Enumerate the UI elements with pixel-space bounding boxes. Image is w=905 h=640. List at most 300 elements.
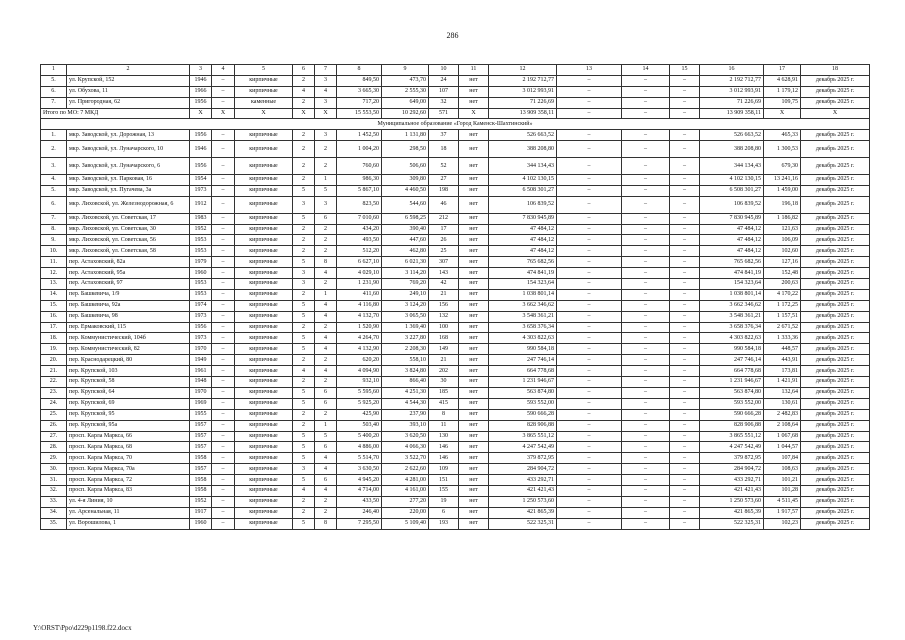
cell-col-13: – bbox=[557, 158, 622, 175]
cell-col-18: декабрь 2025 г. bbox=[801, 75, 870, 86]
cell-col-12: 2 192 712,77 bbox=[489, 75, 557, 86]
cell-col-6: 2 bbox=[293, 322, 315, 333]
cell-col-9: 2 555,30 bbox=[382, 86, 429, 97]
cell-col-18: декабрь 2025 г. bbox=[801, 196, 870, 213]
cell-col-10: 21 bbox=[429, 289, 459, 300]
cell-col-5: кирпичные bbox=[235, 507, 293, 518]
cell-col-10: 168 bbox=[429, 333, 459, 344]
cell-col-2: пер. Башкевича, 1/9 bbox=[67, 289, 190, 300]
cell-col-15: – bbox=[670, 377, 700, 388]
cell-col-8: 986,30 bbox=[337, 175, 382, 186]
cell-col-5: кирпичные bbox=[235, 420, 293, 431]
cell-col-1: 32. bbox=[41, 485, 67, 496]
cell-col-2: пер. Крупской, 69 bbox=[67, 398, 190, 409]
cell-col-14: – bbox=[622, 224, 670, 235]
table-row bbox=[41, 311, 870, 322]
cell-col-16: 433 292,71 bbox=[700, 475, 764, 486]
cell-col-13: – bbox=[557, 442, 622, 453]
cell-col-1: 2. bbox=[41, 141, 67, 158]
cell-col-4: – bbox=[212, 398, 235, 409]
cell-col-16: 3 865 551,12 bbox=[700, 431, 764, 442]
cell-col-14: – bbox=[622, 213, 670, 224]
cell-col-12: 284 904,72 bbox=[489, 464, 557, 475]
cell-col-14: – bbox=[622, 398, 670, 409]
cell-col-9: 2 622,60 bbox=[382, 464, 429, 475]
cell-col-4: – bbox=[212, 130, 235, 141]
cell-col-7: 1 bbox=[315, 420, 337, 431]
cell-col-1: 12. bbox=[41, 268, 67, 279]
cell-col-13: – bbox=[557, 175, 622, 186]
cell-col-10: 132 bbox=[429, 311, 459, 322]
cell-col-11: нет bbox=[459, 518, 489, 529]
table-row bbox=[41, 130, 870, 141]
cell-col-4: – bbox=[212, 453, 235, 464]
cell-col-18: декабрь 2025 г. bbox=[801, 398, 870, 409]
cell-col-9: 649,00 bbox=[382, 97, 429, 108]
cell-col-1: 27. bbox=[41, 431, 67, 442]
cell-col-11: нет bbox=[459, 158, 489, 175]
cell-col-12: 4 247 542,49 bbox=[489, 442, 557, 453]
cell-col-2: просп. Карла Маркса, 70 bbox=[67, 453, 190, 464]
cell-col-2: просп. Карла Маркса, 72 bbox=[67, 475, 190, 486]
cell-col-2: ул. 4-я Линия, 10 bbox=[67, 496, 190, 507]
cell-col-1: 11. bbox=[41, 257, 67, 268]
cell-col-3: 1973 bbox=[190, 311, 212, 322]
cell-col-8: 5 867,10 bbox=[337, 185, 382, 196]
cell-col-14: – bbox=[622, 311, 670, 322]
cell-col-11: нет bbox=[459, 333, 489, 344]
cell-col-5: кирпичные bbox=[235, 235, 293, 246]
cell-col-13: – bbox=[557, 224, 622, 235]
cell-col-16: 990 584,18 bbox=[700, 344, 764, 355]
cell-col-1: 16. bbox=[41, 311, 67, 322]
cell-col-7: 6 bbox=[315, 442, 337, 453]
cell-col-10: 27 bbox=[429, 175, 459, 186]
cell-col-9: 473,70 bbox=[382, 75, 429, 86]
cell-col-9: 769,20 bbox=[382, 279, 429, 290]
cell-col-3: 1979 bbox=[190, 257, 212, 268]
cell-col-5: кирпичные bbox=[235, 175, 293, 186]
cell-col-7: 2 bbox=[315, 279, 337, 290]
cell-col-7: 4 bbox=[315, 366, 337, 377]
cell-col-14: – bbox=[622, 431, 670, 442]
cell-col-7: 2 bbox=[315, 224, 337, 235]
cell-col-4: – bbox=[212, 224, 235, 235]
cell-col-8: 433,50 bbox=[337, 496, 382, 507]
cell-col-18: декабрь 2025 г. bbox=[801, 333, 870, 344]
cell-col-12: 154 323,64 bbox=[489, 279, 557, 290]
cell-col-16: 6 508 301,27 bbox=[700, 185, 764, 196]
cell-col-5: каменные bbox=[235, 97, 293, 108]
total-cell: 13 909 358,11 bbox=[700, 108, 764, 119]
total-cell: – bbox=[670, 108, 700, 119]
cell-col-11: нет bbox=[459, 453, 489, 464]
total-cell: X bbox=[235, 108, 293, 119]
cell-col-17: 448,57 bbox=[764, 344, 801, 355]
cell-col-18: декабрь 2025 г. bbox=[801, 453, 870, 464]
cell-col-7: 4 bbox=[315, 86, 337, 97]
cell-col-4: – bbox=[212, 158, 235, 175]
cell-col-2: ул. Арсенальная, 11 bbox=[67, 507, 190, 518]
cell-col-10: 202 bbox=[429, 366, 459, 377]
cell-col-9: 3 124,20 bbox=[382, 300, 429, 311]
cell-col-4: – bbox=[212, 86, 235, 97]
table-row bbox=[41, 158, 870, 175]
table-row bbox=[41, 322, 870, 333]
cell-col-13: – bbox=[557, 300, 622, 311]
cell-col-11: нет bbox=[459, 377, 489, 388]
cell-col-13: 13 bbox=[557, 65, 622, 76]
cell-col-8: 5 595,60 bbox=[337, 387, 382, 398]
table-body bbox=[41, 65, 870, 530]
table-row bbox=[41, 387, 870, 398]
cell-col-11: нет bbox=[459, 196, 489, 213]
cell-col-6: 5 bbox=[293, 300, 315, 311]
table-row bbox=[41, 485, 870, 496]
cell-col-10: 415 bbox=[429, 398, 459, 409]
cell-col-7: 7 bbox=[315, 65, 337, 76]
cell-col-5: кирпичные bbox=[235, 75, 293, 86]
cell-col-3: 1960 bbox=[190, 518, 212, 529]
cell-col-2: пер. Крупской, 58 bbox=[67, 377, 190, 388]
cell-col-10: 198 bbox=[429, 185, 459, 196]
cell-col-10: 30 bbox=[429, 377, 459, 388]
cell-col-5: кирпичные bbox=[235, 224, 293, 235]
cell-col-5: кирпичные bbox=[235, 333, 293, 344]
cell-col-18: декабрь 2025 г. bbox=[801, 355, 870, 366]
cell-col-8: 760,60 bbox=[337, 158, 382, 175]
cell-col-15: – bbox=[670, 442, 700, 453]
cell-col-3: 1957 bbox=[190, 431, 212, 442]
cell-col-14: – bbox=[622, 507, 670, 518]
cell-col-2: мкр. Заводской, ул. Пугачева, 3а bbox=[67, 185, 190, 196]
cell-col-1: 24. bbox=[41, 398, 67, 409]
cell-col-7: 6 bbox=[315, 387, 337, 398]
cell-col-5: кирпичные bbox=[235, 442, 293, 453]
cell-col-14: – bbox=[622, 158, 670, 175]
cell-col-5: 5 bbox=[235, 65, 293, 76]
cell-col-16: 7 830 945,89 bbox=[700, 213, 764, 224]
cell-col-10: 17 bbox=[429, 224, 459, 235]
cell-col-18: декабрь 2025 г. bbox=[801, 377, 870, 388]
cell-col-5: кирпичные bbox=[235, 464, 293, 475]
cell-col-11: нет bbox=[459, 86, 489, 97]
cell-col-17: 173,81 bbox=[764, 366, 801, 377]
footer-file-path: Y:\ORST\Ppo\d229p1198.f22.docx bbox=[33, 624, 132, 632]
total-cell: X bbox=[801, 108, 870, 119]
cell-col-10: 37 bbox=[429, 130, 459, 141]
cell-col-2: ул. Ворошилова, 1 bbox=[67, 518, 190, 529]
cell-col-7: 4 bbox=[315, 268, 337, 279]
cell-col-5: кирпичные bbox=[235, 344, 293, 355]
cell-col-6: 4 bbox=[293, 86, 315, 97]
cell-col-8: 5 925,20 bbox=[337, 398, 382, 409]
cell-col-2: мкр. Лиховской, ул. Советская, 56 bbox=[67, 235, 190, 246]
cell-col-4: – bbox=[212, 409, 235, 420]
cell-col-3: 1973 bbox=[190, 333, 212, 344]
cell-col-2: мкр. Лиховской, ул. Советская, 30 bbox=[67, 224, 190, 235]
cell-col-2: 2 bbox=[67, 65, 190, 76]
cell-col-4: – bbox=[212, 387, 235, 398]
cell-col-17: 2 108,64 bbox=[764, 420, 801, 431]
cell-col-5: кирпичные bbox=[235, 158, 293, 175]
cell-col-14: – bbox=[622, 409, 670, 420]
cell-col-6: 4 bbox=[293, 485, 315, 496]
cell-col-17: 1 186,82 bbox=[764, 213, 801, 224]
cell-col-8: 717,20 bbox=[337, 97, 382, 108]
cell-col-2: пер. Башкевича, 92а bbox=[67, 300, 190, 311]
cell-col-13: – bbox=[557, 355, 622, 366]
cell-col-3: 1957 bbox=[190, 420, 212, 431]
table-row bbox=[41, 196, 870, 213]
table-row bbox=[41, 398, 870, 409]
cell-col-4: – bbox=[212, 175, 235, 186]
cell-col-2: просп. Карла Маркса, 66 bbox=[67, 431, 190, 442]
table-row bbox=[41, 300, 870, 311]
table-row bbox=[41, 366, 870, 377]
cell-col-5: кирпичные bbox=[235, 355, 293, 366]
cell-col-17: 13 241,16 bbox=[764, 175, 801, 186]
cell-col-16: 474 841,19 bbox=[700, 268, 764, 279]
cell-col-14: – bbox=[622, 322, 670, 333]
cell-col-3: 1969 bbox=[190, 398, 212, 409]
cell-col-17: 2 671,52 bbox=[764, 322, 801, 333]
cell-col-6: 5 bbox=[293, 344, 315, 355]
cell-col-2: просп. Карла Маркса, 70а bbox=[67, 464, 190, 475]
cell-col-15: – bbox=[670, 196, 700, 213]
cell-col-12: 71 226,69 bbox=[489, 97, 557, 108]
cell-col-11: нет bbox=[459, 235, 489, 246]
cell-col-5: кирпичные bbox=[235, 398, 293, 409]
cell-col-5: кирпичные bbox=[235, 213, 293, 224]
table-row bbox=[41, 475, 870, 486]
table-row bbox=[41, 518, 870, 529]
cell-col-8: 4 886,00 bbox=[337, 442, 382, 453]
cell-col-2: пер. Ермаковский, 115 bbox=[67, 322, 190, 333]
cell-col-4: – bbox=[212, 464, 235, 475]
cell-col-8: 503,40 bbox=[337, 420, 382, 431]
cell-col-1: 26. bbox=[41, 420, 67, 431]
cell-col-2: пер. Крупской, 95 bbox=[67, 409, 190, 420]
cell-col-6: 2 bbox=[293, 224, 315, 235]
cell-col-9: 3 114,20 bbox=[382, 268, 429, 279]
cell-col-2: просп. Карла Маркса, 68 bbox=[67, 442, 190, 453]
cell-col-15: – bbox=[670, 185, 700, 196]
cell-col-3: 1956 bbox=[190, 130, 212, 141]
cell-col-6: 2 bbox=[293, 97, 315, 108]
cell-col-6: 4 bbox=[293, 366, 315, 377]
cell-col-18: декабрь 2025 г. bbox=[801, 246, 870, 257]
cell-col-15: – bbox=[670, 387, 700, 398]
cell-col-16: 3 658 376,34 bbox=[700, 322, 764, 333]
cell-col-10: 130 bbox=[429, 431, 459, 442]
cell-col-1: 17. bbox=[41, 322, 67, 333]
cell-col-17: 130,61 bbox=[764, 398, 801, 409]
cell-col-11: нет bbox=[459, 97, 489, 108]
cell-col-7: 4 bbox=[315, 333, 337, 344]
cell-col-15: – bbox=[670, 75, 700, 86]
cell-col-17: 1 333,36 bbox=[764, 333, 801, 344]
cell-col-12: 1 038 801,14 bbox=[489, 289, 557, 300]
cell-col-3: 1970 bbox=[190, 344, 212, 355]
cell-col-17: 102,60 bbox=[764, 246, 801, 257]
cell-col-11: нет bbox=[459, 431, 489, 442]
cell-col-9: 393,10 bbox=[382, 420, 429, 431]
cell-col-12: 590 666,28 bbox=[489, 409, 557, 420]
cell-col-4: 4 bbox=[212, 65, 235, 76]
cell-col-3: 1958 bbox=[190, 453, 212, 464]
cell-col-4: – bbox=[212, 442, 235, 453]
cell-col-17: 101,28 bbox=[764, 485, 801, 496]
cell-col-16: 828 906,88 bbox=[700, 420, 764, 431]
cell-col-16: 71 226,69 bbox=[700, 97, 764, 108]
cell-col-14: – bbox=[622, 196, 670, 213]
cell-col-2: пер. Крупской, 64 bbox=[67, 387, 190, 398]
cell-col-17: 127,16 bbox=[764, 257, 801, 268]
cell-col-3: 1974 bbox=[190, 300, 212, 311]
cell-col-15: – bbox=[670, 398, 700, 409]
cell-col-17: 17 bbox=[764, 65, 801, 76]
cell-col-4: – bbox=[212, 235, 235, 246]
cell-col-1: 18. bbox=[41, 333, 67, 344]
cell-col-7: 4 bbox=[315, 344, 337, 355]
cell-col-12: 990 584,18 bbox=[489, 344, 557, 355]
total-cell: X bbox=[764, 108, 801, 119]
cell-col-9: 3 824,80 bbox=[382, 366, 429, 377]
cell-col-1: 1. bbox=[41, 130, 67, 141]
cell-col-4: – bbox=[212, 507, 235, 518]
cell-col-16: 3 012 993,91 bbox=[700, 86, 764, 97]
cell-col-13: – bbox=[557, 387, 622, 398]
cell-col-16: 664 778,68 bbox=[700, 366, 764, 377]
cell-col-11: нет bbox=[459, 311, 489, 322]
cell-col-3: 1948 bbox=[190, 377, 212, 388]
cell-col-14: – bbox=[622, 387, 670, 398]
cell-col-16: 47 484,12 bbox=[700, 235, 764, 246]
cell-col-17: 4 628,91 bbox=[764, 75, 801, 86]
cell-col-8: 5 514,70 bbox=[337, 453, 382, 464]
cell-col-10: 156 bbox=[429, 300, 459, 311]
cell-col-14: – bbox=[622, 344, 670, 355]
cell-col-7: 2 bbox=[315, 235, 337, 246]
cell-col-10: 52 bbox=[429, 158, 459, 175]
cell-col-9: 544,60 bbox=[382, 196, 429, 213]
cell-col-6: 2 bbox=[293, 507, 315, 518]
table-row bbox=[41, 420, 870, 431]
cell-col-9: 6 021,30 bbox=[382, 257, 429, 268]
cell-col-8: 4 029,10 bbox=[337, 268, 382, 279]
cell-col-14: – bbox=[622, 130, 670, 141]
cell-col-18: декабрь 2025 г. bbox=[801, 507, 870, 518]
cell-col-5: кирпичные bbox=[235, 86, 293, 97]
cell-col-14: – bbox=[622, 289, 670, 300]
cell-col-14: – bbox=[622, 333, 670, 344]
cell-col-15: 15 bbox=[670, 65, 700, 76]
table-row bbox=[41, 453, 870, 464]
cell-col-12: 4 102 130,15 bbox=[489, 175, 557, 186]
cell-col-16: 526 663,52 bbox=[700, 130, 764, 141]
cell-col-16: 1 038 801,14 bbox=[700, 289, 764, 300]
cell-col-6: 2 bbox=[293, 75, 315, 86]
table-row bbox=[41, 224, 870, 235]
cell-col-9: 462,80 bbox=[382, 246, 429, 257]
cell-col-11: нет bbox=[459, 268, 489, 279]
cell-col-5: кирпичные bbox=[235, 289, 293, 300]
cell-col-11: нет bbox=[459, 387, 489, 398]
cell-col-18: декабрь 2025 г. bbox=[801, 475, 870, 486]
total-cell: 571 bbox=[429, 108, 459, 119]
cell-col-14: 14 bbox=[622, 65, 670, 76]
cell-col-2: мкр. Заводской, ул. Луначарского, 10 bbox=[67, 141, 190, 158]
cell-col-6: 3 bbox=[293, 279, 315, 290]
cell-col-9: 390,40 bbox=[382, 224, 429, 235]
cell-col-8: 4 116,80 bbox=[337, 300, 382, 311]
cell-col-17: 443,91 bbox=[764, 355, 801, 366]
cell-col-15: – bbox=[670, 333, 700, 344]
cell-col-15: – bbox=[670, 518, 700, 529]
cell-col-10: 155 bbox=[429, 485, 459, 496]
cell-col-7: 3 bbox=[315, 130, 337, 141]
cell-col-2: пер. Башкевича, 98 bbox=[67, 311, 190, 322]
cell-col-7: 5 bbox=[315, 431, 337, 442]
cell-col-17: 4 511,45 bbox=[764, 496, 801, 507]
cell-col-2: пер. Крупской, 103 bbox=[67, 366, 190, 377]
cell-col-9: 9 bbox=[382, 65, 429, 76]
cell-col-8: 3 665,30 bbox=[337, 86, 382, 97]
cell-col-3: 1983 bbox=[190, 213, 212, 224]
cell-col-12: 4 303 822,63 bbox=[489, 333, 557, 344]
cell-col-16: 3 548 361,21 bbox=[700, 311, 764, 322]
cell-col-8: 5 400,20 bbox=[337, 431, 382, 442]
cell-col-2: мкр. Лиховской, ул. Советская, 58 bbox=[67, 246, 190, 257]
cell-col-14: – bbox=[622, 475, 670, 486]
cell-col-9: 4 251,30 bbox=[382, 387, 429, 398]
cell-col-14: – bbox=[622, 518, 670, 529]
cell-col-6: 3 bbox=[293, 464, 315, 475]
total-label: Итого по МО: 7 МКД bbox=[41, 108, 190, 119]
cell-col-8: 7 295,50 bbox=[337, 518, 382, 529]
cell-col-13: – bbox=[557, 289, 622, 300]
cell-col-17: 101,21 bbox=[764, 475, 801, 486]
total-cell: X bbox=[190, 108, 212, 119]
cell-col-5: кирпичные bbox=[235, 279, 293, 290]
cell-col-6: 2 bbox=[293, 377, 315, 388]
table-row bbox=[41, 141, 870, 158]
cell-col-16: 388 208,80 bbox=[700, 141, 764, 158]
cell-col-16: 1 250 573,60 bbox=[700, 496, 764, 507]
cell-col-4: – bbox=[212, 213, 235, 224]
cell-col-12: 664 778,68 bbox=[489, 366, 557, 377]
cell-col-3: 1958 bbox=[190, 485, 212, 496]
cell-col-3: 1953 bbox=[190, 235, 212, 246]
cell-col-13: – bbox=[557, 311, 622, 322]
cell-col-13: – bbox=[557, 464, 622, 475]
cell-col-14: – bbox=[622, 86, 670, 97]
cell-col-12: 344 134,43 bbox=[489, 158, 557, 175]
cell-col-7: 4 bbox=[315, 485, 337, 496]
cell-col-5: кирпичные bbox=[235, 257, 293, 268]
cell-col-6: 2 bbox=[293, 158, 315, 175]
table-row bbox=[41, 268, 870, 279]
cell-col-15: – bbox=[670, 257, 700, 268]
cell-col-4: – bbox=[212, 420, 235, 431]
cell-col-4: – bbox=[212, 257, 235, 268]
cell-col-12: 106 839,52 bbox=[489, 196, 557, 213]
cell-col-16: 284 904,72 bbox=[700, 464, 764, 475]
cell-col-14: – bbox=[622, 268, 670, 279]
cell-col-12: 563 874,80 bbox=[489, 387, 557, 398]
section-title: Муниципальное образование «Город Каменск-Шахтинский» bbox=[41, 119, 870, 130]
